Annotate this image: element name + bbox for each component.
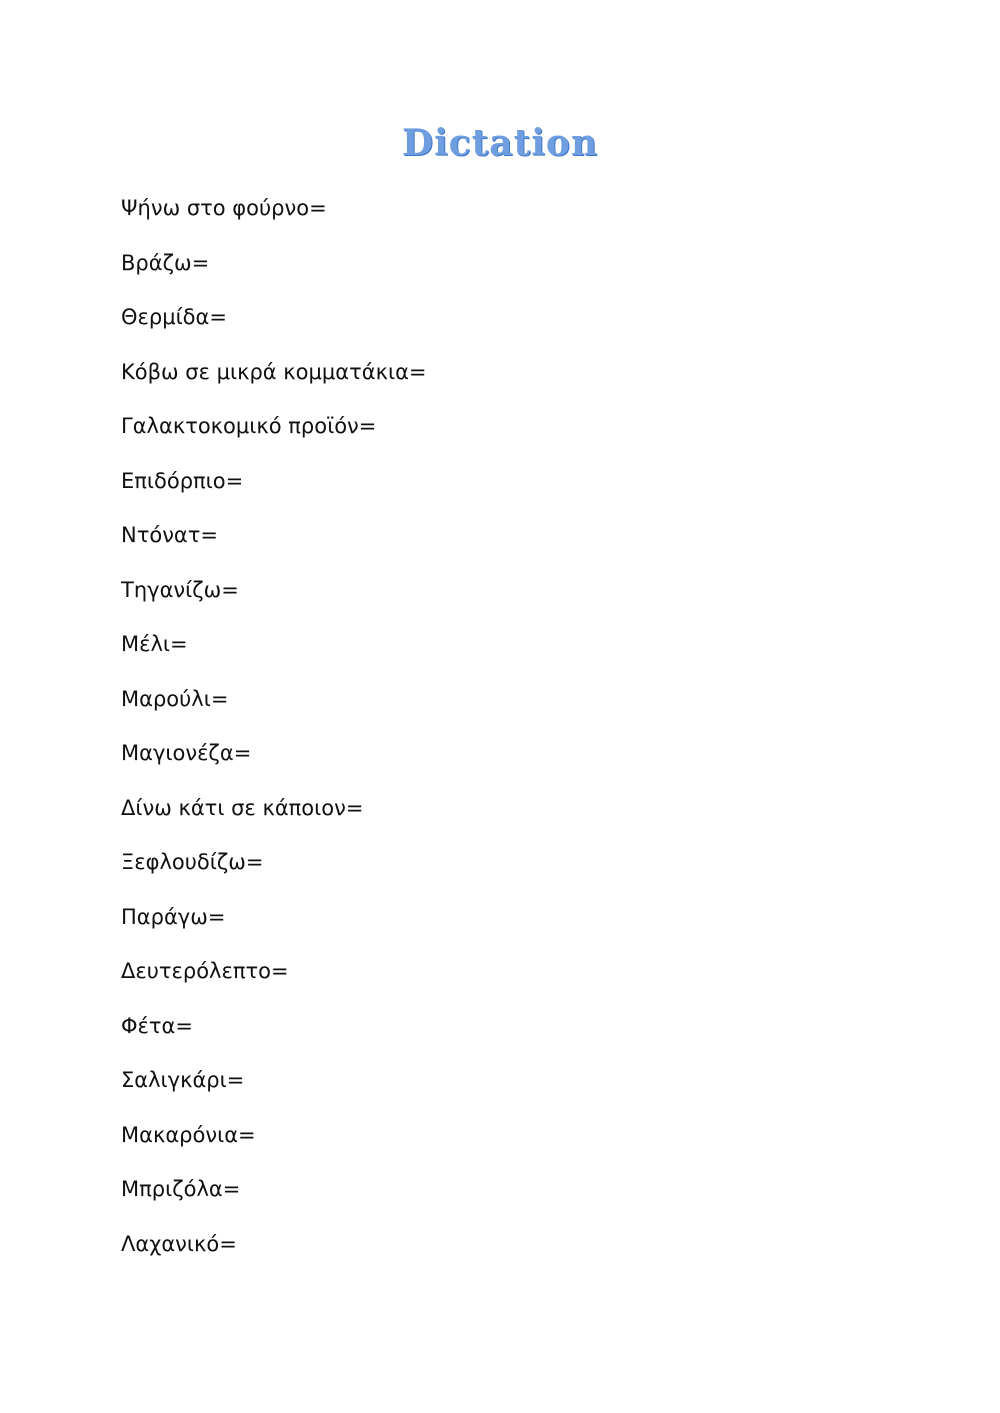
dictation-list (121, 188, 427, 1278)
list-item: Σαλιγκάρι= (121, 1068, 245, 1092)
list-item: Ξεφλουδίζω= (121, 850, 264, 874)
list-item: Μέλι= (121, 632, 188, 656)
list-item: Φέτα= (121, 1013, 193, 1038)
list-item: Τηγανίζω= (121, 577, 239, 602)
list-item: Δευτερόλεπτο= (121, 959, 289, 983)
list-item: Μπριζόλα= (121, 1177, 241, 1201)
list-item: Δίνω κάτι σε κάποιον= (121, 795, 364, 820)
list-item: Γαλακτοκομικό προϊόν= (121, 414, 377, 438)
list-item: Θερμίδα= (121, 305, 227, 329)
list-item: Μαρούλι= (121, 686, 229, 711)
page-title: Dictation (401, 122, 599, 164)
list-item: Κόβω σε μικρά κομματάκια= (121, 359, 427, 384)
list-item: Βράζω= (121, 250, 210, 275)
list-item: Λαχανικό= (121, 1231, 237, 1256)
list-item: Μακαρόνια= (121, 1122, 256, 1147)
list-item: Ψήνω στο φούρνο= (121, 196, 327, 220)
list-item: Μαγιονέζα= (121, 741, 252, 765)
list-item: Επιδόρπιο= (121, 468, 244, 493)
list-item: Παράγω= (121, 904, 226, 929)
list-item: Ντόνατ= (121, 523, 219, 547)
